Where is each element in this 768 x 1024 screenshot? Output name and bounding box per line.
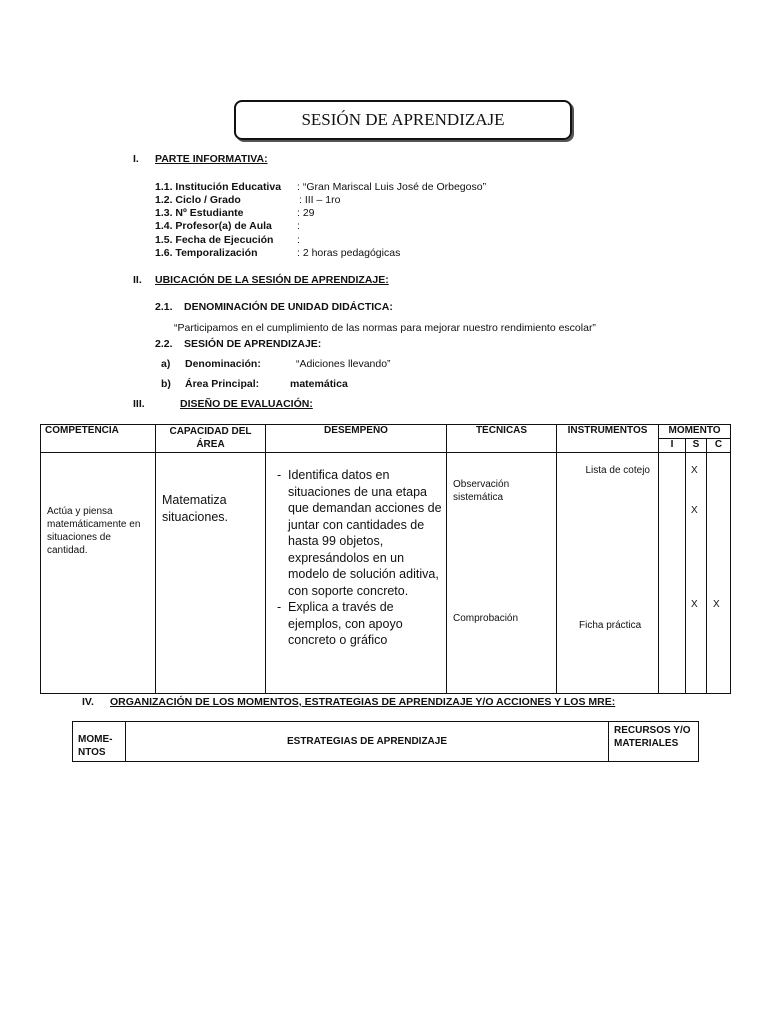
main-area: matemática xyxy=(290,378,348,390)
info-label: 1.5. Fecha de Ejecución xyxy=(155,234,274,246)
header-desempeno: DESEMPEÑO xyxy=(266,425,447,453)
info-label: 1.2. Ciclo / Grado xyxy=(155,194,241,206)
header-competencia: COMPETENCIA xyxy=(41,425,156,453)
header-c: C xyxy=(707,439,731,453)
page-title: SESIÓN DE APRENDIZAJE xyxy=(234,100,572,140)
desempeno-cell xyxy=(266,453,447,694)
info-label: 1.4. Profesor(a) de Aula xyxy=(155,220,272,232)
momento-s-cell xyxy=(686,453,707,694)
mark-x: X xyxy=(691,465,698,476)
header-capacidad: CAPACIDAD DEL ÁREA xyxy=(156,425,266,453)
session-name: “Adiciones llevando” xyxy=(296,358,391,370)
info-value: : xyxy=(297,234,300,246)
header-momento: MOMENTO xyxy=(659,425,731,439)
header-s: S xyxy=(686,439,707,453)
info-label: 1.3. Nº Estudiante xyxy=(155,207,244,219)
unit-name: “Participamos en el cumplimiento de las normas para mejorar nuestro rendimiento escolar” xyxy=(174,322,596,334)
instrumentos-cell xyxy=(557,453,659,694)
item-a-letter: a) xyxy=(161,358,171,370)
evaluation-table xyxy=(40,424,731,694)
info-label: 1.1. Institución Educativa xyxy=(155,181,282,193)
section-2-title: UBICACIÓN DE LA SESIÓN DE APRENDIZAJE: xyxy=(155,274,389,286)
info-value: : 29 xyxy=(297,207,315,219)
instrumento-2: Ficha práctica xyxy=(579,620,642,631)
section-4-title: ORGANIZACIÓN DE LOS MOMENTOS, ESTRATEGIAS DE APRENDIZAJE Y/O ACCIONES Y LOS MRE: xyxy=(110,696,616,708)
tecnicas-cell xyxy=(447,453,557,694)
info-value: : “Gran Mariscal Luis José de Orbegoso” xyxy=(297,181,487,193)
header-instrumentos: INSTRUMENTOS xyxy=(557,425,659,453)
info-value: : xyxy=(297,220,300,232)
subsection-2-2-number: 2.2. xyxy=(155,338,173,350)
momento-c-cell xyxy=(707,453,731,694)
header-momentos: MOME- NTOS xyxy=(73,722,126,762)
info-value: : 2 horas pedagógicas xyxy=(297,247,401,259)
momento-i-cell xyxy=(659,453,686,694)
header-estrategias: ESTRATEGIAS DE APRENDIZAJE xyxy=(126,722,609,762)
mark-x: X xyxy=(691,599,698,610)
competencia-cell xyxy=(41,453,156,694)
section-3-title: DISEÑO DE EVALUACIÓN: xyxy=(180,398,313,410)
section-3-number: III. xyxy=(133,398,145,410)
header-recursos: RECURSOS Y/O MATERIALES xyxy=(609,722,699,762)
tecnica-2: Comprobación xyxy=(453,613,519,624)
item-b-label: Área Principal: xyxy=(185,378,260,390)
header-tecnicas: TÉCNICAS xyxy=(447,425,557,453)
item-a-label: Denominación: xyxy=(185,358,261,370)
capacidad-cell xyxy=(156,453,266,694)
subsection-2-1-number: 2.1. xyxy=(155,301,173,313)
header-i: I xyxy=(659,439,686,453)
subsection-2-2-title: SESIÓN DE APRENDIZAJE: xyxy=(184,338,322,350)
info-label: 1.6. Temporalización xyxy=(155,247,258,259)
capacidad-text: Matematiza situaciones. xyxy=(162,493,229,524)
section-4-number: IV. xyxy=(82,696,94,708)
strategies-table xyxy=(72,721,699,762)
info-value: : III – 1ro xyxy=(299,194,341,206)
item-b-letter: b) xyxy=(161,378,171,390)
section-1-title: PARTE INFORMATIVA: xyxy=(155,153,268,165)
section-1-number: I. xyxy=(133,153,139,165)
section-2-number: II. xyxy=(133,274,142,286)
mark-x: X xyxy=(691,505,698,516)
subsection-2-1-title: DENOMINACIÓN DE UNIDAD DIDÁCTICA: xyxy=(184,301,393,313)
tecnica-1: Observación sistemática xyxy=(453,479,510,503)
desempeno-list xyxy=(270,467,442,649)
desempeno-item: - Explica a través de ejemplos, con apoyo concreto o gráfico xyxy=(288,599,442,649)
mark-x: X xyxy=(713,599,720,610)
instrumento-1: Lista de cotejo xyxy=(585,465,650,476)
desempeno-item: - Identifica datos en situaciones de una etapa que demandan acciones de juntar con cantidades de hasta 99 objetos, expresándolos en un modelo de solución aditiva, con soporte concreto. xyxy=(288,467,442,599)
competencia-text: Actúa y piensa matemáticamente en situaciones de cantidad. xyxy=(47,506,141,556)
